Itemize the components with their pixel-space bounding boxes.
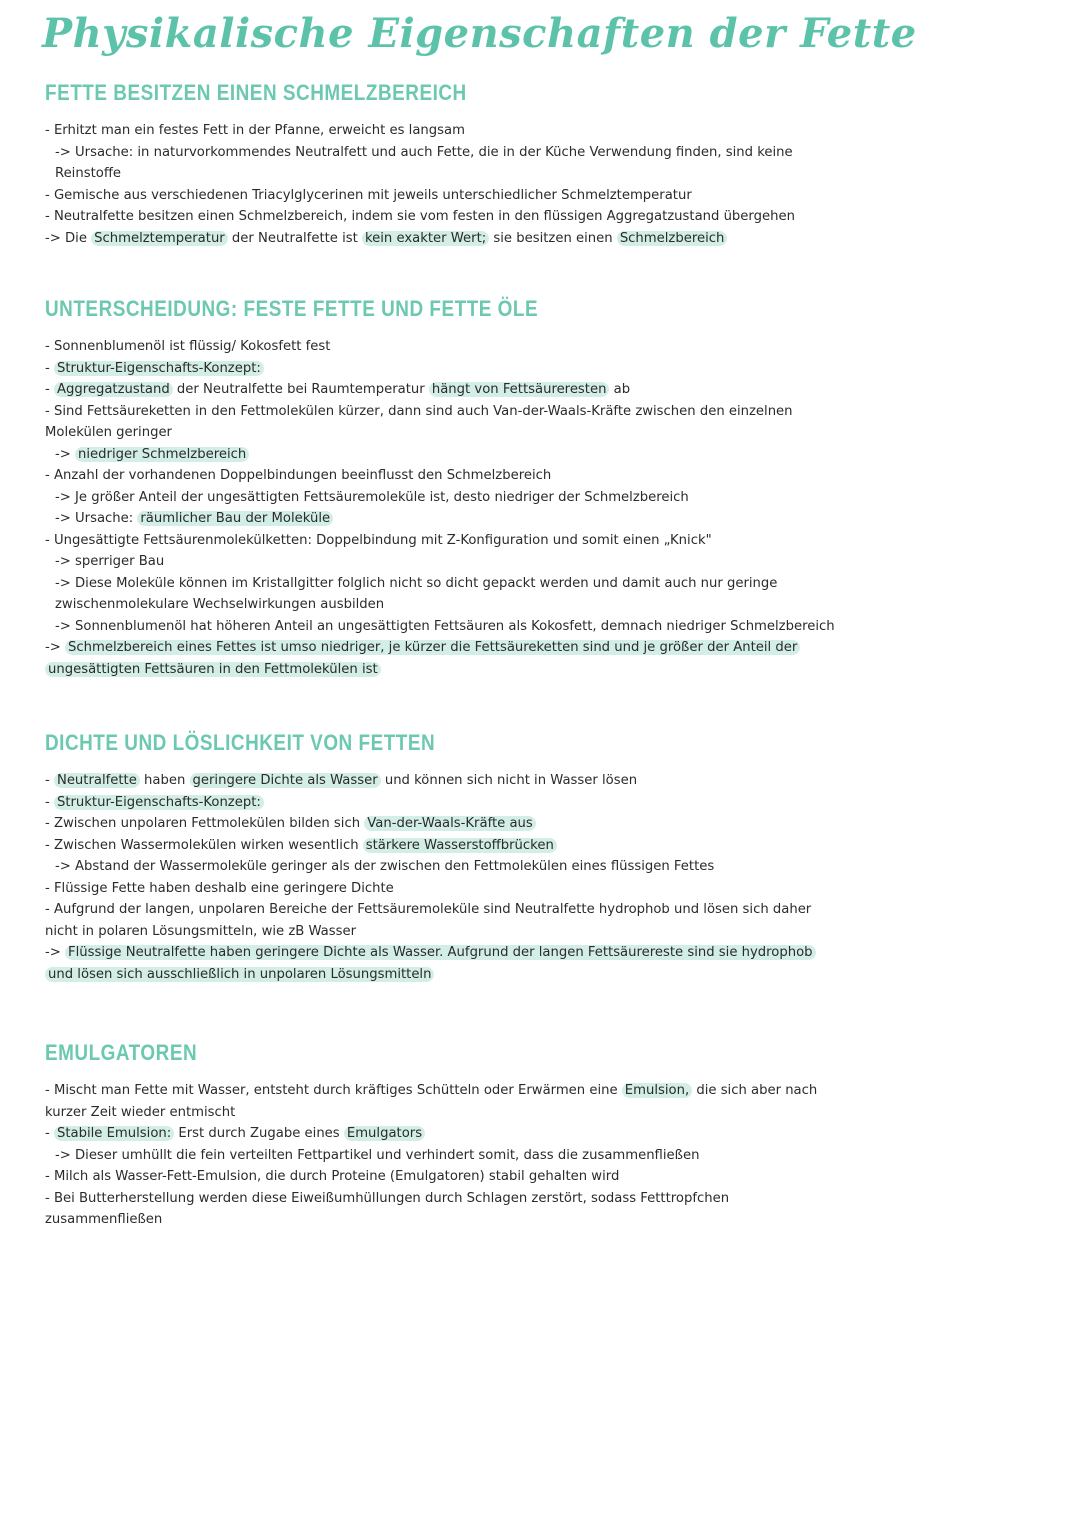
text-segment: -> Dieser umhüllt die fein verteilten Fettpartikel und verhindert somit, dass die zusammenfließen [55, 1147, 700, 1163]
text-segment: - Gemische aus verschiedenen Triacylglycerinen mit jeweils unterschiedlicher Schmelztemperatur [45, 187, 692, 203]
page-title: Physikalische Eigenschaften der Fette [42, 10, 917, 57]
text-segment: ab [609, 382, 631, 397]
text-segment: der Neutralfette ist [227, 230, 362, 246]
note-line [45, 856, 835, 878]
highlighted-text: Schmelztemperatur [91, 231, 228, 246]
text-segment: -> [45, 640, 66, 655]
highlighted-text: Van-der-Waals-Kräfte aus [364, 816, 535, 831]
note-line [45, 770, 835, 792]
note-line [45, 637, 835, 680]
highlighted-text: räumlicher Bau der Moleküle [137, 511, 333, 526]
highlighted-text: kein exakter Wert; [362, 231, 489, 246]
text-segment: die sich aber nach kurzer Zeit wieder entmischt [45, 1083, 818, 1120]
text-segment: -> Ursache: in naturvorkommendes Neutralfett und auch Fette, die in der Küche Verwendung finden, sind keine Reinstoffe [55, 144, 793, 181]
text-segment: - [45, 382, 54, 397]
section-schmelzbereich [45, 80, 835, 249]
highlighted-text: hängt von Fettsäureresten [429, 382, 610, 397]
note-line [45, 942, 835, 985]
note-line [45, 358, 835, 380]
note-line [45, 792, 835, 814]
highlighted-text: Neutralfette [54, 773, 140, 788]
note-line [45, 899, 835, 942]
text-segment: sie besitzen einen [489, 230, 617, 246]
text-segment: - Sind Fettsäureketten in den Fettmolekülen kürzer, dann sind auch Van-der-Waals-Kräfte zwischen den einzelnen Molekülen geringer [45, 403, 793, 440]
note-line [45, 401, 835, 444]
text-segment: - [45, 794, 54, 810]
note-line [45, 444, 835, 466]
note-line [45, 465, 835, 487]
text-segment: - Zwischen unpolaren Fettmolekülen bilden sich [45, 816, 365, 831]
section-unterscheidung [45, 296, 835, 680]
text-segment: -> Sonnenblumenöl hat höheren Anteil an ungesättigten Fettsäuren als Kokosfett, demnach niedriger Schmelzbereich [55, 618, 835, 634]
highlighted-text: Struktur-Eigenschafts-Konzept: [54, 795, 264, 810]
note-line [45, 551, 835, 573]
note-line [45, 228, 835, 250]
note-line [45, 142, 835, 185]
section-heading: UNTERSCHEIDUNG: FESTE FETTE UND FETTE ÖLE [45, 296, 539, 321]
note-line [45, 1188, 835, 1231]
section-heading: EMULGATOREN [45, 1040, 198, 1065]
highlighted-text: Flüssige Neutralfette haben geringere Dichte als Wasser. Aufgrund der langen Fettsäurereste sind sie hydrophob und lösen sich ausschließlich in unpolaren Lösungsmitteln [45, 945, 816, 982]
note-line [45, 573, 835, 616]
section-dichte-loeslichkeit [45, 730, 835, 985]
section-lines [45, 120, 835, 249]
text-segment: - Sonnenblumenöl ist flüssig/ Kokosfett fest [45, 339, 331, 354]
text-segment: - Flüssige Fette haben deshalb eine geringere Dichte [45, 880, 394, 896]
text-segment: -> [45, 945, 66, 960]
section-emulgatoren [45, 1040, 835, 1231]
text-segment: - Zwischen Wassermolekülen wirken wesentlich [45, 837, 363, 853]
note-line [45, 336, 835, 358]
section-lines [45, 770, 835, 985]
text-segment: haben [139, 773, 190, 788]
section-lines [45, 1080, 835, 1231]
note-line [45, 1123, 835, 1145]
text-segment: -> Je größer Anteil der ungesättigten Fettsäuremoleküle ist, desto niedriger der Schmelzbereich [55, 489, 689, 505]
highlighted-text: Stabile Emulsion: [54, 1126, 174, 1141]
text-segment: -> sperriger Bau [55, 554, 165, 569]
text-segment: - [45, 773, 54, 788]
note-line [45, 1166, 835, 1188]
highlighted-text: Aggregatzustand [54, 382, 173, 397]
highlighted-text: Schmelzbereich eines Fettes ist umso niedriger, je kürzer die Fettsäureketten sind und je größer der Anteil der ungesättigten Fettsäuren in den Fettmolekülen ist [45, 640, 800, 677]
text-segment: - Ungesättigte Fettsäurenmolekülketten: Doppelbindung mit Z-Konfiguration und somit einen „Knick" [45, 532, 712, 548]
note-line [45, 185, 835, 207]
text-segment: - [45, 360, 54, 376]
section-heading: DICHTE UND LÖSLICHKEIT VON FETTEN [45, 730, 436, 755]
section-lines [45, 336, 835, 680]
note-line [45, 487, 835, 509]
note-line [45, 616, 835, 638]
text-segment: -> Ursache: [55, 511, 138, 526]
note-line [45, 120, 835, 142]
text-segment: -> Abstand der Wassermoleküle geringer als der zwischen den Fettmolekülen eines flüssigen Fettes [55, 859, 715, 874]
text-segment: - Anzahl der vorhandenen Doppelbindungen beeinflusst den Schmelzbereich [45, 468, 552, 483]
text-segment: Erst durch Zugabe eines [174, 1126, 344, 1141]
note-line [45, 835, 835, 857]
section-heading: FETTE BESITZEN EINEN SCHMELZBEREICH [45, 80, 467, 105]
text-segment: -> [55, 446, 76, 462]
highlighted-text: Emulsion, [622, 1083, 692, 1098]
text-segment: und können sich nicht in Wasser lösen [380, 773, 638, 788]
text-segment: - Erhitzt man ein festes Fett in der Pfanne, erweicht es langsam [45, 123, 465, 138]
note-line [45, 813, 835, 835]
highlighted-text: geringere Dichte als Wasser [190, 773, 381, 788]
text-segment: - Neutralfette besitzen einen Schmelzbereich, indem sie vom festen in den flüssigen Aggregatzustand übergehen [45, 209, 795, 224]
text-segment: -> Die [45, 230, 92, 246]
note-line [45, 1145, 835, 1167]
text-segment: - Milch als Wasser-Fett-Emulsion, die durch Proteine (Emulgatoren) stabil gehalten wird [45, 1169, 620, 1184]
note-line [45, 878, 835, 900]
text-segment: - Aufgrund der langen, unpolaren Bereiche der Fettsäuremoleküle sind Neutralfette hydrophob und lösen sich daher nicht in polaren Lösungsmitteln, wie zB Wasser [45, 902, 812, 939]
text-segment: der Neutralfette bei Raumtemperatur [172, 382, 429, 397]
note-line [45, 206, 835, 228]
text-segment: - [45, 1126, 54, 1141]
note-line [45, 530, 835, 552]
highlighted-text: stärkere Wasserstoffbrücken [363, 838, 557, 853]
highlighted-text: Struktur-Eigenschafts-Konzept: [54, 361, 264, 376]
highlighted-text: Emulgators [344, 1126, 425, 1141]
highlighted-text: niedriger Schmelzbereich [75, 447, 249, 462]
text-segment: -> Diese Moleküle können im Kristallgitter folglich nicht so dicht gepackt werden und damit auch nur geringe zwischenmolekulare Wechselwirkungen ausbilden [55, 575, 778, 612]
text-segment: - Bei Butterherstellung werden diese Eiweißumhüllungen durch Schlagen zerstört, sodass Fetttropfchen zusammenfließen [45, 1190, 730, 1227]
note-line [45, 508, 835, 530]
note-line [45, 379, 835, 401]
note-line [45, 1080, 835, 1123]
text-segment: - Mischt man Fette mit Wasser, entsteht durch kräftiges Schütteln oder Erwärmen eine [45, 1083, 622, 1098]
highlighted-text: Schmelzbereich [617, 231, 728, 246]
